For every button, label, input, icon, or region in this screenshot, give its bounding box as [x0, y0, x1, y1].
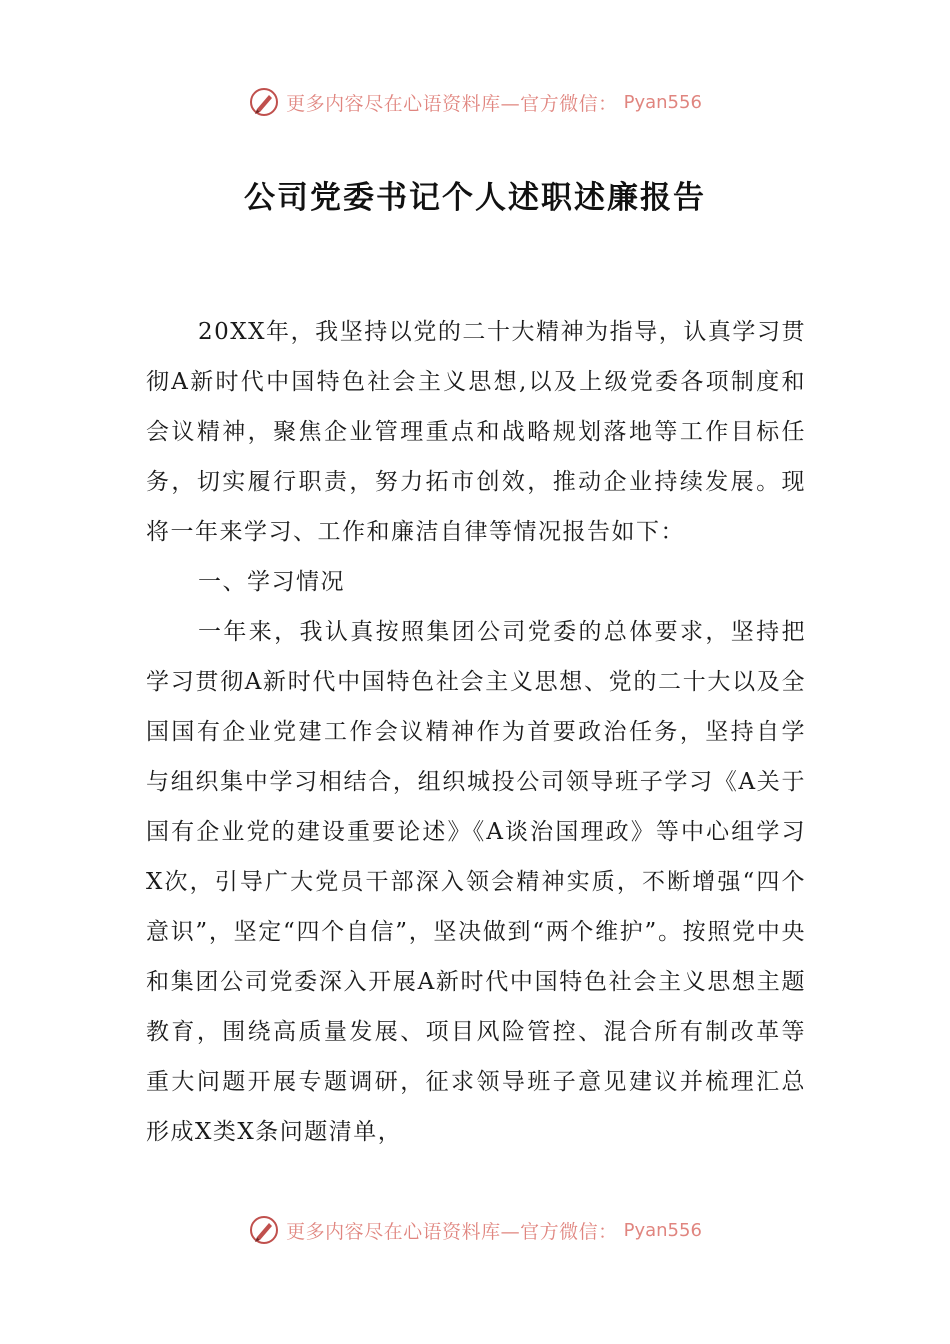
paragraph-study: 一年来，我认真按照集团公司党委的总体要求，坚持把学习贯彻A新时代中国特色社会主义思想、党的二十大以及全国国有企业党建工作会议精神作为首要政治任务，坚持自学与组织集中学习相结合，组织城投公司领导班子学习《A关于国有企业党的建设重要论述》《A谈治国理政》等中心组学习X次，引导广大党员干部深入领会精神实质，不断增强“四个意识”，坚定“四个自信”，坚决做到“两个维护”。按照党中央和集团公司党委深入开展A新时代中国特色社会主义思想主题教育，围绕高质量发展、项目风险管控、混合所有制改革等重大问题开展专题调研，征求领导班子意见建议并梳理汇总形成X类X条问题清单， [146, 619, 806, 1145]
paragraph-intro: 20XX年，我坚持以党的二十大精神为指导，认真学习贯彻A新时代中国特色社会主义思想,以及上级党委各项制度和会议精神，聚焦企业管理重点和战略规划落地等工作目标任务，切实履行职责，努力拓市创效，推动企业持续发展。现将一年来学习、工作和廉洁自律等情况报告如下： [146, 319, 806, 545]
watermark-handle: Pyan556 [623, 91, 702, 113]
pen-logo-icon [248, 1214, 280, 1246]
section-heading-study: 一、学习情况 [198, 569, 345, 595]
document-title: 公司党委书记个人述职述廉报告 [244, 180, 706, 216]
pen-logo-icon [248, 86, 280, 118]
watermark-text: 更多内容尽在心语资料库—官方微信： [286, 92, 618, 115]
watermark-text: 更多内容尽在心语资料库—官方微信： [286, 1220, 618, 1243]
watermark-handle: Pyan556 [623, 1219, 702, 1241]
watermark-footer [0, 1212, 950, 1248]
watermark-header [0, 84, 950, 120]
document-body [146, 307, 806, 1157]
